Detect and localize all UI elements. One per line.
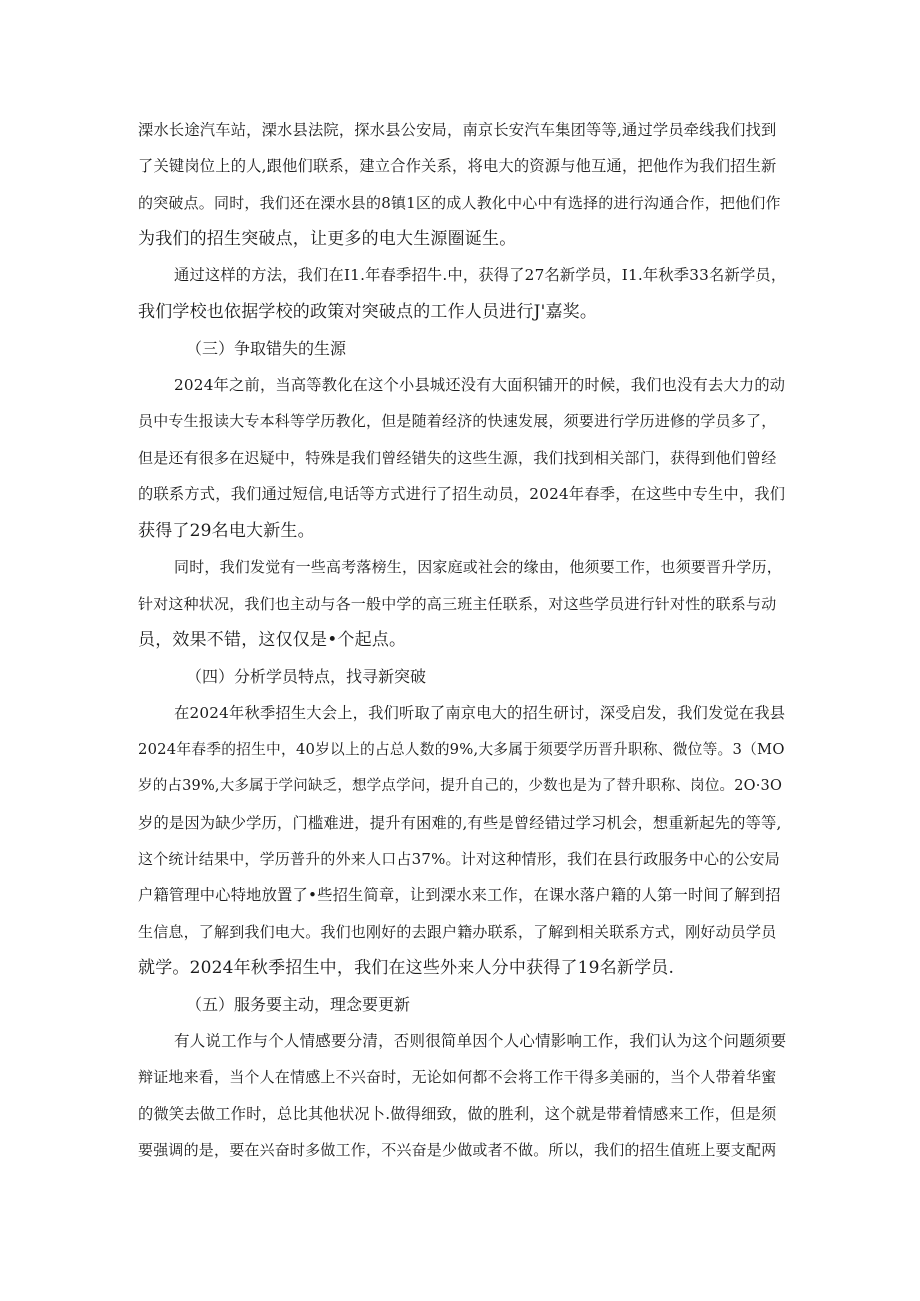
body-text-line: 获得了29名电大新生。 [138,521,315,541]
body-text-line: 同时，我们发觉有一些高考落榜生，因家庭或社会的缘由，他须要工作，也须要晋升学历， [174,558,783,576]
body-text-line: 2024年春季的招生中，40岁以上的占总人数的9%,大多属于须要学历晋升职称、微位等。3（MO [138,741,785,758]
body-text-line: 溧水长途汽车站，溧水县法院，探水县公安局，南京长安汽车集团等等,通过学员牵线我们找到 [138,121,777,139]
body-text-line: 岁的占39%,大多属于学问缺乏，想学点学问，提升自己的，少数也是为了替升职称、岗位。2O·3O [138,778,783,794]
body-text-line: 户籍管理中心特地放置了•些招生简章，让到溧水来工作，在课水落户籍的人第一时间了解到招 [138,886,781,904]
body-text-line: 这个统计结果中，学历普升的外来人口占37%。计对这种情形，我们在县行政服务中心的公安局 [138,850,780,868]
section-heading: （四）分析学员特点，找寻新突破 [186,667,427,686]
body-text-line: 了关键岗位上的人,跟他们联系，建立合作关系，将电大的资源与他互通，把他作为我们招生新 [138,157,777,175]
body-text-line: 岁的是因为缺少学历，门槛难进，提升有困难的,有些是曾经错过学习机会，想重新起先的等等, [138,814,782,832]
body-text-line: 有人说工作与个人情感要分清，否则很简单因个人心情影响工作，我们认为这个问题须要 [174,1032,787,1050]
body-text-line: 员，效果不错，这仅仅是•个起点。 [138,630,407,650]
body-text-line: 的微笑去做工作时，总比其他状况卜.做得细致，做的胜利，这个就是带着情感来工作，但是须 [138,1105,777,1123]
body-text-line: 2024年之前，当高等教化在这个小县城还没有大面积铺开的时候，我们也没有去大力的动 [174,376,786,394]
body-text-line: 的突破点。同时，我们还在溧水县的8镇1区的成人教化中心中有选择的进行沟通合作，把他们作 [138,194,781,212]
body-text-line: 辩证地来看，当个人在情感上不兴奋时，无论如何都不会将工作干得多美丽的，当个人带着华蜜 [138,1068,777,1086]
section-heading: （三）争取错失的生源 [186,339,347,358]
body-text-line: 要强调的是，要在兴奋时多做工作，不兴奋是少做或者不做。所以，我们的招生值班上要支配两 [138,1141,777,1159]
body-text-line: 在2024年秋季招生大会上，我们听取了南京电大的招生研讨，深受启发，我们发觉在我县 [174,704,786,722]
section-heading: （五）服务要主动，理念要更新 [186,995,411,1014]
body-text-line: 我们学校也依据学校的政策对突破点的工作人员进行J'嘉奖。 [138,302,598,322]
body-text-line: 针对这种状况，我们也主动与各一般中学的高三班主任联系，对这些学员进行针对性的联系与动 [138,595,777,613]
body-text-line: 就学。2024年秋季招生中，我们在这些外来人分中获得了19名新学员. [138,958,675,978]
body-text-line: 但是还有很多在迟疑中，特殊是我们曾经错失的这些生源，我们找到相关部门，获得到他们曾经 [138,449,777,467]
body-text-line: 的联系方式，我们通过短信,电话等方式进行了招生动员，2024年春季，在这些中专生中，我们 [138,485,786,503]
body-text-line: 为我们的招生突破点，让更多的电大生源圈诞生。 [138,229,517,249]
body-text-line: 生信息，了解到我们电大。我们也刚好的去跟户籍办联系，了解到相关联系方式，刚好动员学员 [138,923,777,941]
body-text-line: 员中专生报读大专本科等学历教化，但是随着经济的快速发展，须要进行学历进修的学员多了， [138,412,777,430]
body-text-line: 通过这样的方法，我们在I1.年春季招牛.中，获得了27名新学员，I1.年秋季33名新学员， [174,266,787,284]
